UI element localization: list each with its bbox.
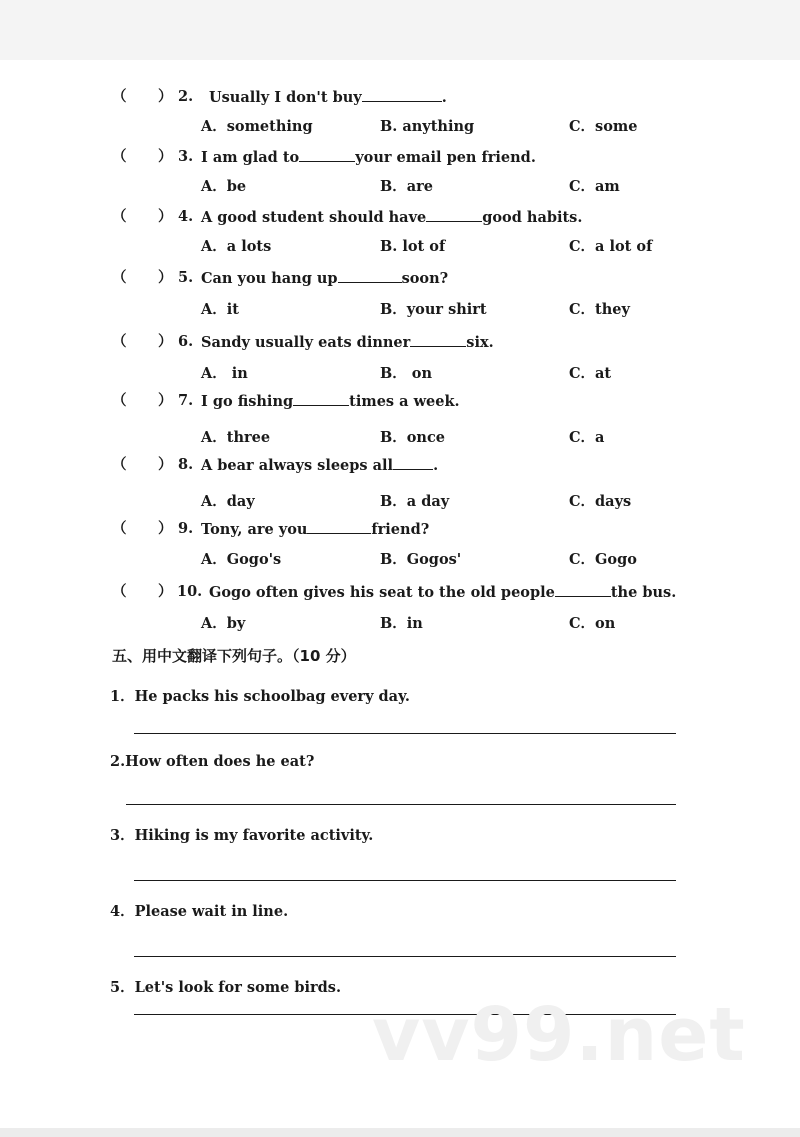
option-a: A．three bbox=[201, 429, 271, 446]
question-number: 9. bbox=[178, 520, 194, 537]
answer-blank bbox=[362, 88, 442, 102]
translation-answer-line-1 bbox=[134, 733, 676, 734]
answer-paren-close: ） bbox=[158, 269, 173, 286]
answer-paren-close: ） bbox=[158, 148, 173, 165]
option-b: B．are bbox=[380, 178, 434, 195]
answer-paren-open: （ bbox=[112, 208, 127, 225]
answer-paren-open: （ bbox=[112, 456, 127, 473]
answer-paren-open: （ bbox=[112, 88, 127, 105]
translation-sentence-4: 4．Please wait in line. bbox=[110, 903, 289, 920]
question-text-end: friend? bbox=[371, 521, 430, 538]
question-text-end: six. bbox=[466, 334, 494, 351]
option-a: A．it bbox=[201, 301, 239, 318]
option-c: C．Gogo bbox=[569, 551, 637, 568]
question-text-end: . bbox=[441, 89, 447, 106]
translation-sentence-2: 2.How often does he eat? bbox=[110, 753, 315, 770]
option-c: C．a bbox=[569, 429, 605, 446]
answer-paren-close: ） bbox=[158, 208, 173, 225]
option-a: A．be bbox=[201, 178, 247, 195]
question-text: I am glad to bbox=[201, 149, 300, 166]
option-b: B．Gogos' bbox=[380, 551, 462, 568]
question-number: 5. bbox=[178, 269, 194, 286]
option-b: B．in bbox=[380, 615, 423, 632]
option-b: B．your shirt bbox=[380, 301, 487, 318]
option-c: C．on bbox=[569, 615, 616, 632]
page-bottom-edge bbox=[0, 1128, 800, 1137]
option-a: A．day bbox=[201, 493, 255, 510]
translation-sentence-5: 5．Let's look for some birds. bbox=[110, 979, 341, 996]
answer-blank bbox=[393, 456, 433, 470]
question-number: 2. bbox=[178, 88, 194, 105]
option-b: B. lot of bbox=[380, 238, 446, 255]
answer-paren-open: （ bbox=[112, 333, 127, 350]
question-text: Tony, are you bbox=[201, 521, 308, 538]
answer-blank bbox=[410, 333, 466, 347]
translation-answer-line-3 bbox=[134, 880, 676, 881]
answer-paren-close: ） bbox=[158, 333, 173, 350]
option-c: C．a lot of bbox=[569, 238, 653, 255]
question-text: A good student should have bbox=[201, 209, 427, 226]
option-c: C．am bbox=[569, 178, 620, 195]
question-text-end: your email pen friend. bbox=[355, 149, 536, 166]
answer-paren-open: （ bbox=[112, 520, 127, 537]
question-number: 6. bbox=[178, 333, 194, 350]
watermark: vv99.net bbox=[372, 992, 746, 1078]
answer-blank bbox=[299, 148, 355, 162]
question-text: Sandy usually eats dinner bbox=[201, 334, 411, 351]
option-a: A．by bbox=[201, 615, 246, 632]
answer-blank bbox=[307, 520, 371, 534]
top-band bbox=[0, 0, 800, 60]
answer-blank bbox=[293, 392, 349, 406]
option-c: C．days bbox=[569, 493, 632, 510]
question-number: 7. bbox=[178, 392, 194, 409]
question-text-end: times a week. bbox=[349, 393, 460, 410]
question-text: Usually I don't buy bbox=[209, 89, 362, 106]
answer-paren-open: （ bbox=[112, 583, 127, 600]
answer-blank bbox=[426, 208, 482, 222]
answer-paren-close: ） bbox=[158, 88, 173, 105]
translation-sentence-1: 1．He packs his schoolbag every day. bbox=[110, 688, 410, 705]
section-title: 五、用中文翻译下列句子。（10 分） bbox=[112, 647, 356, 665]
question-text: Can you hang up bbox=[201, 270, 338, 287]
option-c: C．some bbox=[569, 118, 638, 135]
question-text-end: soon? bbox=[401, 270, 449, 287]
question-text-end: the bus. bbox=[610, 584, 677, 601]
answer-paren-open: （ bbox=[112, 392, 127, 409]
question-text: A bear always sleeps all bbox=[201, 457, 394, 474]
question-text: Gogo often gives his seat to the old people bbox=[209, 584, 555, 601]
question-number: 3. bbox=[178, 148, 194, 165]
answer-blank bbox=[338, 269, 402, 283]
option-a: A． in bbox=[201, 365, 248, 382]
option-a: A．something bbox=[201, 118, 313, 135]
answer-paren-close: ） bbox=[158, 456, 173, 473]
option-a: A．Gogo's bbox=[201, 551, 282, 568]
option-c: C．at bbox=[569, 365, 612, 382]
question-number: 10. bbox=[177, 583, 203, 600]
option-a: A．a lots bbox=[201, 238, 272, 255]
translation-answer-line-2 bbox=[126, 804, 676, 805]
question-text-end: . bbox=[433, 457, 439, 474]
option-b: B. anything bbox=[380, 118, 475, 135]
question-text: I go fishing bbox=[201, 393, 294, 410]
option-b: B． on bbox=[380, 365, 433, 382]
question-text-end: good habits. bbox=[482, 209, 583, 226]
answer-paren-open: （ bbox=[112, 148, 127, 165]
answer-paren-close: ） bbox=[158, 583, 173, 600]
option-b: B．a day bbox=[380, 493, 450, 510]
translation-answer-line-4 bbox=[134, 956, 676, 957]
answer-blank bbox=[555, 583, 611, 597]
question-number: 4. bbox=[178, 208, 194, 225]
answer-paren-close: ） bbox=[158, 392, 173, 409]
answer-paren-close: ） bbox=[158, 520, 173, 537]
option-c: C．they bbox=[569, 301, 630, 318]
question-number: 8. bbox=[178, 456, 194, 473]
answer-paren-open: （ bbox=[112, 269, 127, 286]
translation-sentence-3: 3．Hiking is my favorite activity. bbox=[110, 827, 374, 844]
option-b: B．once bbox=[380, 429, 446, 446]
